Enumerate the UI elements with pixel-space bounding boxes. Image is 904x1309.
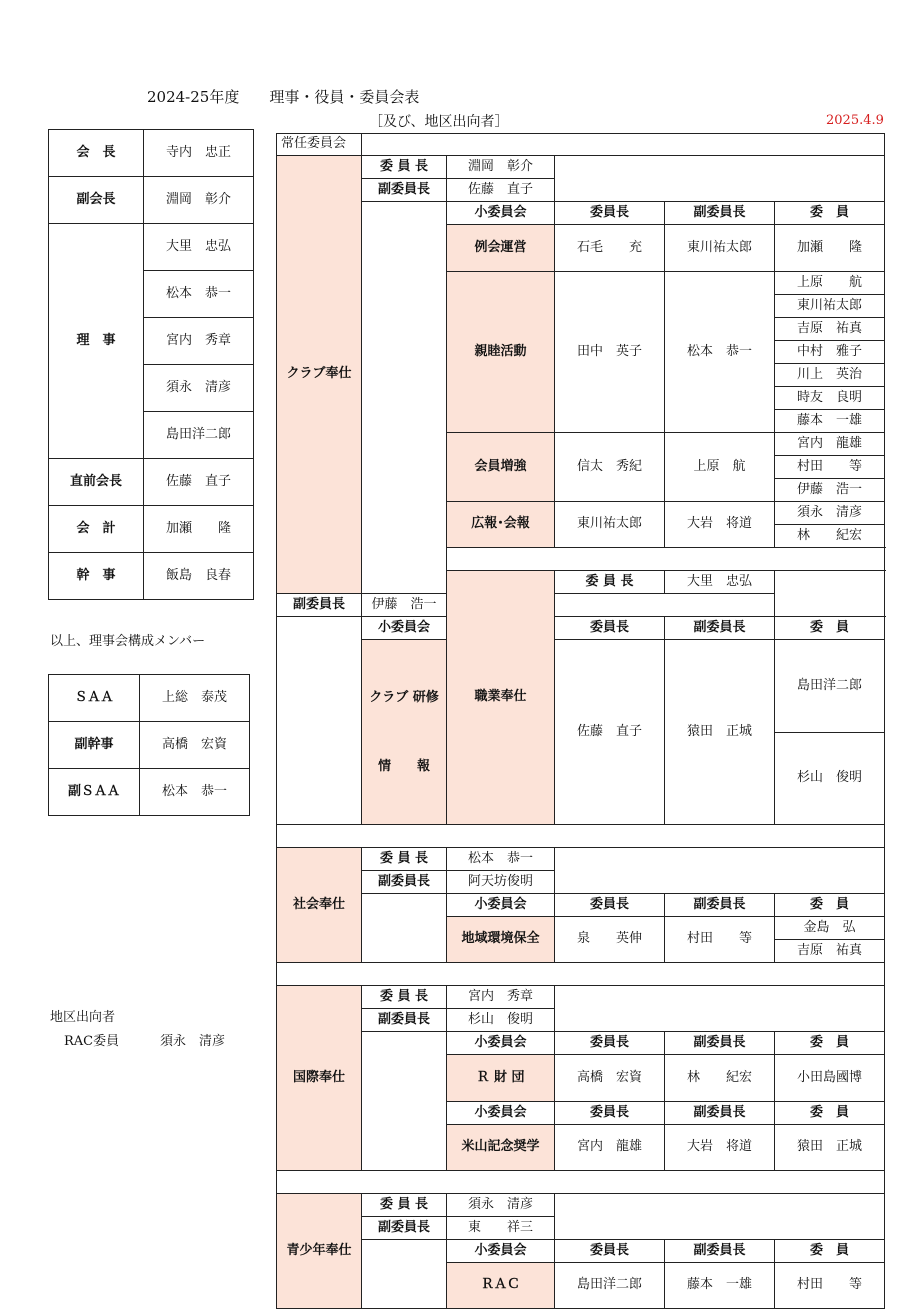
- sub-member: 宮内 龍雄: [775, 433, 885, 456]
- board-name: 松本 恭一: [144, 271, 254, 318]
- board-name: 島田洋二郎: [144, 412, 254, 459]
- board-name: 宮内 秀章: [144, 318, 254, 365]
- board-name: 大里 忠弘: [144, 224, 254, 271]
- section-club: クラブ奉仕: [277, 156, 362, 594]
- section-vocational: 職業奉仕: [447, 571, 555, 825]
- vice-chair-name: 東 祥三: [447, 1217, 555, 1240]
- sub-vice: 村田 等: [665, 917, 775, 963]
- sub-member: 林 紀宏: [775, 525, 885, 548]
- col-vice-header: 副委員長: [665, 1032, 775, 1055]
- page-subtitle: ［及び、地区出向者］: [369, 114, 509, 130]
- sub-member: 島田洋二郎: [775, 640, 885, 733]
- officer-role: 副ＳＡＡ: [49, 769, 140, 816]
- sub-member: 金島 弘: [775, 917, 885, 940]
- sub-committee-name: [362, 640, 447, 825]
- standing-committee-label: 常任委員会: [277, 134, 362, 156]
- sub-chair: 高橋 宏資: [555, 1055, 665, 1102]
- sub-vice: 松本 恭一: [665, 272, 775, 433]
- chair-label: 委 員 長: [362, 986, 447, 1009]
- sub-member: 村田 等: [775, 1263, 885, 1309]
- revision-date: 2025.4.9: [826, 113, 884, 128]
- chair-name: 松本 恭一: [447, 848, 555, 871]
- sub-chair: 東川祐太郎: [555, 502, 665, 548]
- vice-chair-name: 杉山 俊明: [447, 1009, 555, 1032]
- sub-member: 須永 清彦: [775, 502, 885, 525]
- col-chair-header: 委員長: [555, 617, 665, 640]
- col-chair-header: 委員長: [555, 894, 665, 917]
- sub-member: 時友 良明: [775, 387, 885, 410]
- board-table: [48, 129, 254, 600]
- chair-label: 委 員 長: [362, 1194, 447, 1217]
- sub-vice: 大岩 将道: [665, 502, 775, 548]
- chair-name: 須永 清彦: [447, 1194, 555, 1217]
- sub-committee-name: 例会運営: [447, 225, 555, 272]
- board-role: 副会長: [49, 177, 144, 224]
- vice-chair-label: 副委員長: [277, 594, 362, 617]
- col-member-header: 委 員: [775, 202, 885, 225]
- sub-chair: 宮内 龍雄: [555, 1125, 665, 1171]
- chair-name: 淵岡 彰介: [447, 156, 555, 179]
- col-chair-header: 委員長: [555, 1032, 665, 1055]
- board-name: 飯島 良春: [144, 553, 254, 600]
- sub-chair: 石毛 充: [555, 225, 665, 272]
- board-role: 幹 事: [49, 553, 144, 600]
- chair-label: 委 員 長: [362, 156, 447, 179]
- sub-committee-name: ＲＡＣ: [447, 1263, 555, 1309]
- board-name: 淵岡 彰介: [144, 177, 254, 224]
- sub-vice: 上原 航: [665, 433, 775, 502]
- sub-chair: 田中 英子: [555, 272, 665, 433]
- officer-role: ＳＡＡ: [49, 675, 140, 722]
- district-name: 須永 清彦: [160, 1034, 226, 1049]
- sub-header: 小委員会: [447, 1240, 555, 1263]
- chair-label: 委 員 長: [362, 848, 447, 871]
- vice-chair-label: 副委員長: [362, 1009, 447, 1032]
- sub-committee-name: 会員増強: [447, 433, 555, 502]
- col-chair-header: 委員長: [555, 1240, 665, 1263]
- sub-vice: 林 紀宏: [665, 1055, 775, 1102]
- sub-member: 杉山 俊明: [775, 732, 885, 825]
- vice-chair-label: 副委員長: [362, 1217, 447, 1240]
- board-role: 会 長: [49, 130, 144, 177]
- sub-header: 小委員会: [447, 1102, 555, 1125]
- col-chair-header: 委員長: [555, 202, 665, 225]
- sub-member: 東川祐太郎: [775, 295, 885, 318]
- sub-committee-name-line2: 情 報: [377, 759, 430, 774]
- officers-table: [48, 674, 250, 816]
- sub-member: 上原 航: [775, 272, 885, 295]
- sub-committee-name: 広報･会報: [447, 502, 555, 548]
- board-role: 会 計: [49, 506, 144, 553]
- board-name: 加瀬 隆: [144, 506, 254, 553]
- col-chair-header: 委員長: [555, 1102, 665, 1125]
- col-vice-header: 副委員長: [665, 894, 775, 917]
- col-vice-header: 副委員長: [665, 202, 775, 225]
- chair-label: 委 員 長: [555, 571, 665, 594]
- col-vice-header: 副委員長: [665, 617, 775, 640]
- vice-chair-name: 佐藤 直子: [447, 179, 555, 202]
- section-international: 国際奉仕: [277, 986, 362, 1171]
- sub-member: 藤本 一雄: [775, 410, 885, 433]
- sub-vice: 大岩 将道: [665, 1125, 775, 1171]
- sub-member: 村田 等: [775, 456, 885, 479]
- officer-name: 上総 泰茂: [140, 675, 250, 722]
- sub-vice: 猿田 正城: [665, 640, 775, 825]
- vice-chair-name: 伊藤 浩一: [362, 594, 447, 617]
- sub-member: 加瀬 隆: [775, 225, 885, 272]
- sub-header: 小委員会: [447, 894, 555, 917]
- chair-name: 大里 忠弘: [665, 571, 775, 594]
- sub-committee-name: 米山記念奨学: [447, 1125, 555, 1171]
- col-vice-header: 副委員長: [665, 1240, 775, 1263]
- board-name: 佐藤 直子: [144, 459, 254, 506]
- sub-member: 吉原 祐真: [775, 940, 885, 963]
- sub-vice: 東川祐太郎: [665, 225, 775, 272]
- sub-header: 小委員会: [362, 617, 447, 640]
- sub-committee-name-line1: クラブ 研修: [369, 690, 439, 705]
- col-member-header: 委 員: [775, 1240, 885, 1263]
- sub-chair: 島田洋二郎: [555, 1263, 665, 1309]
- col-member-header: 委 員: [775, 894, 885, 917]
- officer-role: 副幹事: [49, 722, 140, 769]
- officer-name: 松本 恭一: [140, 769, 250, 816]
- sub-member: 川上 英治: [775, 364, 885, 387]
- board-role: 直前会長: [49, 459, 144, 506]
- officer-name: 高橋 宏資: [140, 722, 250, 769]
- vice-chair-label: 副委員長: [362, 871, 447, 894]
- page-title: 2024-25年度 理事・役員・委員会表: [147, 88, 420, 106]
- sub-chair: 佐藤 直子: [555, 640, 665, 825]
- sub-member: 伊藤 浩一: [775, 479, 885, 502]
- district-role: RAC委員: [64, 1034, 120, 1049]
- sub-vice: 藤本 一雄: [665, 1263, 775, 1309]
- sub-member: 吉原 祐真: [775, 318, 885, 341]
- sub-committee-name: Ｒ 財 団: [447, 1055, 555, 1102]
- chair-name: 宮内 秀章: [447, 986, 555, 1009]
- sub-member: 小田島國博: [775, 1055, 885, 1102]
- committees-table: [276, 133, 885, 1309]
- sub-header: 小委員会: [447, 202, 555, 225]
- col-member-header: 委 員: [775, 1102, 885, 1125]
- district-label: 地区出向者: [50, 1010, 116, 1025]
- section-youth: 青少年奉仕: [277, 1194, 362, 1309]
- sub-chair: 泉 英伸: [555, 917, 665, 963]
- section-community: 社会奉仕: [277, 848, 362, 963]
- board-name: 須永 清彦: [144, 365, 254, 412]
- board-name: 寺内 忠正: [144, 130, 254, 177]
- sub-member: 猿田 正城: [775, 1125, 885, 1171]
- col-vice-header: 副委員長: [665, 1102, 775, 1125]
- col-member-header: 委 員: [775, 617, 885, 640]
- sub-header: 小委員会: [447, 1032, 555, 1055]
- board-role: 理 事: [49, 224, 144, 459]
- sub-committee-name: 地域環境保全: [447, 917, 555, 963]
- vice-chair-name: 阿天坊俊明: [447, 871, 555, 894]
- col-member-header: 委 員: [775, 1032, 885, 1055]
- sub-committee-name: 親睦活動: [447, 272, 555, 433]
- board-note: 以上、理事会構成メンバー: [50, 634, 206, 649]
- sub-member: 中村 雅子: [775, 341, 885, 364]
- vice-chair-label: 副委員長: [362, 179, 447, 202]
- sub-chair: 信太 秀紀: [555, 433, 665, 502]
